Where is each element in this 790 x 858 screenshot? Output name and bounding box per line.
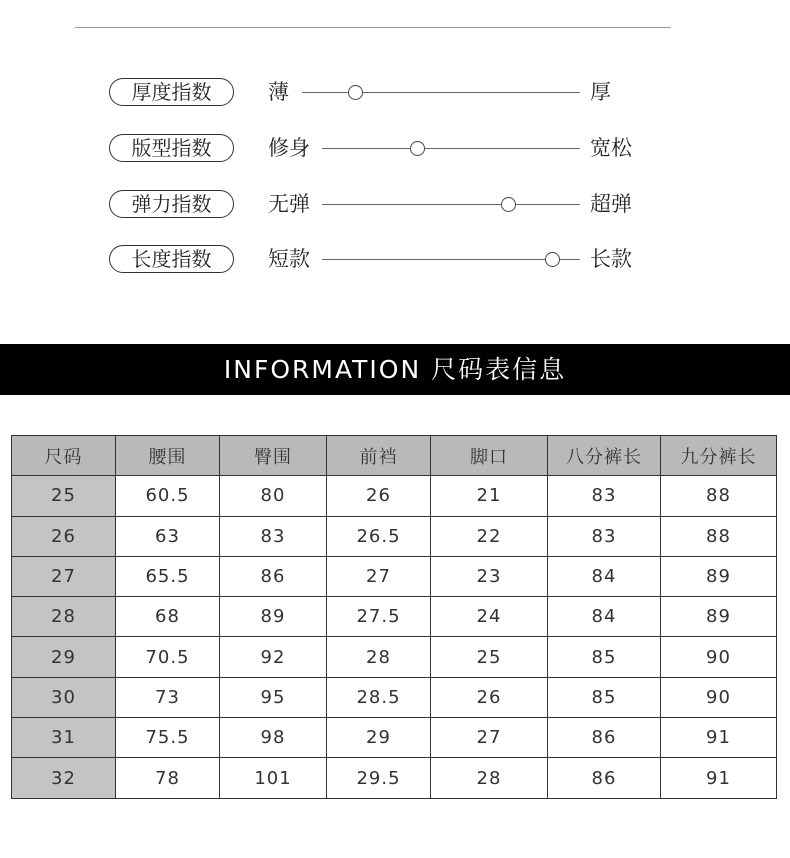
size-cell: 25 — [12, 476, 116, 516]
table-cell: 24 — [431, 597, 548, 637]
index-right-label: 宽松 — [590, 136, 632, 160]
table-cell: 28.5 — [327, 677, 431, 717]
header-ankle-length: 九分裤长 — [661, 436, 777, 476]
length-index-row — [0, 243, 790, 277]
table-header-row — [12, 436, 777, 476]
table-cell: 22 — [431, 516, 548, 556]
table-cell: 83 — [220, 516, 327, 556]
table-row — [12, 718, 777, 758]
size-cell: 29 — [12, 637, 116, 677]
table-cell: 28 — [431, 758, 548, 798]
table-row — [12, 516, 777, 556]
table-cell: 78 — [116, 758, 220, 798]
table-row — [12, 637, 777, 677]
thickness-index-row — [0, 76, 790, 110]
index-knob — [410, 141, 425, 156]
table-cell: 63 — [116, 516, 220, 556]
header-front-rise: 前裆 — [327, 436, 431, 476]
table-cell: 21 — [431, 476, 548, 516]
index-knob — [348, 85, 363, 100]
table-cell: 70.5 — [116, 637, 220, 677]
index-knob — [501, 197, 516, 212]
table-cell: 89 — [220, 597, 327, 637]
header-leg-opening: 脚口 — [431, 436, 548, 476]
table-cell: 91 — [661, 758, 777, 798]
table-cell: 27 — [327, 556, 431, 596]
header-waist: 腰围 — [116, 436, 220, 476]
table-cell: 89 — [661, 556, 777, 596]
header-hip: 臀围 — [220, 436, 327, 476]
table-cell: 85 — [548, 677, 661, 717]
table-cell: 86 — [548, 758, 661, 798]
table-cell: 84 — [548, 556, 661, 596]
table-cell: 26.5 — [327, 516, 431, 556]
table-cell: 85 — [548, 637, 661, 677]
index-label: 长度指数 — [109, 245, 234, 273]
table-cell: 88 — [661, 516, 777, 556]
table-cell: 91 — [661, 718, 777, 758]
index-track — [322, 204, 580, 205]
table-cell: 75.5 — [116, 718, 220, 758]
elasticity-index-row — [0, 188, 790, 222]
size-cell: 32 — [12, 758, 116, 798]
table-cell: 27 — [431, 718, 548, 758]
table-cell: 83 — [548, 516, 661, 556]
table-cell: 80 — [220, 476, 327, 516]
table-cell: 83 — [548, 476, 661, 516]
size-cell: 26 — [12, 516, 116, 556]
size-table — [11, 435, 777, 799]
index-label: 版型指数 — [109, 134, 234, 162]
table-cell: 23 — [431, 556, 548, 596]
index-left-label: 无弹 — [268, 192, 310, 216]
table-cell: 95 — [220, 677, 327, 717]
size-cell: 27 — [12, 556, 116, 596]
table-cell: 90 — [661, 637, 777, 677]
header-size: 尺码 — [12, 436, 116, 476]
table-cell: 73 — [116, 677, 220, 717]
table-row — [12, 758, 777, 798]
index-left-label: 修身 — [268, 136, 310, 160]
index-track — [302, 92, 580, 93]
table-row — [12, 597, 777, 637]
table-cell: 29.5 — [327, 758, 431, 798]
table-row — [12, 556, 777, 596]
table-cell: 28 — [327, 637, 431, 677]
top-divider — [75, 27, 671, 28]
table-cell: 60.5 — [116, 476, 220, 516]
table-cell: 92 — [220, 637, 327, 677]
index-label: 弹力指数 — [109, 190, 234, 218]
header-cropped-length: 八分裤长 — [548, 436, 661, 476]
index-track — [322, 148, 580, 149]
index-left-label: 短款 — [268, 247, 310, 271]
size-cell: 28 — [12, 597, 116, 637]
table-cell: 86 — [548, 718, 661, 758]
table-cell: 27.5 — [327, 597, 431, 637]
index-label: 厚度指数 — [109, 78, 234, 106]
table-cell: 101 — [220, 758, 327, 798]
table-cell: 88 — [661, 476, 777, 516]
table-cell: 86 — [220, 556, 327, 596]
information-banner: INFORMATION 尺码表信息 — [0, 344, 790, 395]
size-cell: 31 — [12, 718, 116, 758]
fit-index-row — [0, 132, 790, 166]
table-cell: 98 — [220, 718, 327, 758]
table-row — [12, 677, 777, 717]
index-right-label: 厚 — [590, 80, 611, 104]
index-right-label: 超弹 — [590, 192, 632, 216]
table-cell: 25 — [431, 637, 548, 677]
index-right-label: 长款 — [590, 247, 632, 271]
table-cell: 89 — [661, 597, 777, 637]
index-knob — [545, 252, 560, 267]
table-cell: 90 — [661, 677, 777, 717]
size-cell: 30 — [12, 677, 116, 717]
table-cell: 26 — [431, 677, 548, 717]
table-cell: 68 — [116, 597, 220, 637]
index-left-label: 薄 — [268, 80, 289, 104]
table-cell: 26 — [327, 476, 431, 516]
table-body — [12, 476, 777, 798]
table-row — [12, 476, 777, 516]
table-cell: 65.5 — [116, 556, 220, 596]
table-cell: 29 — [327, 718, 431, 758]
table-cell: 84 — [548, 597, 661, 637]
index-track — [322, 259, 580, 260]
